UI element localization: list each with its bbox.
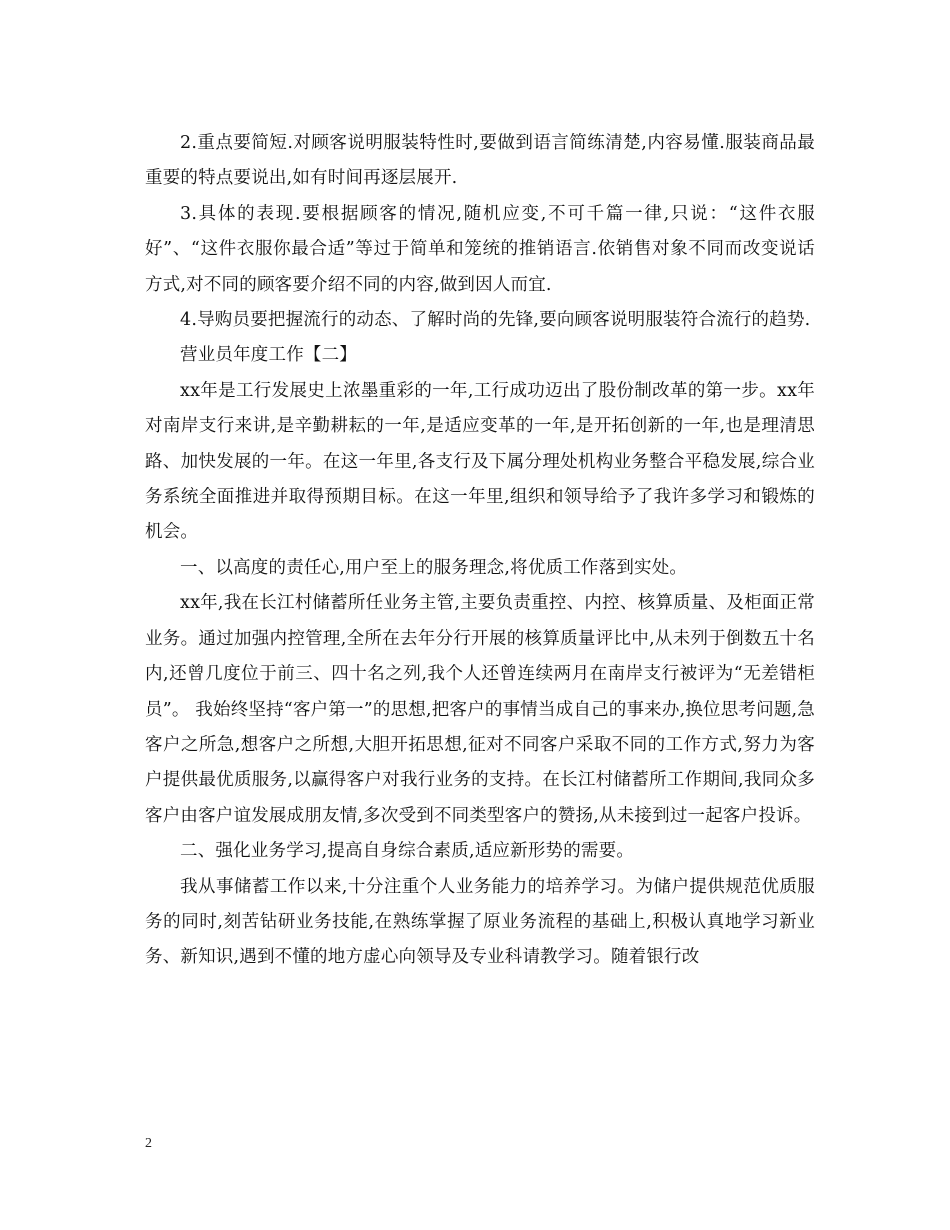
document-body xyxy=(145,126,815,976)
paragraph-3: 4.导购员要把握流行的动态、了解时尚的先锋,要向顾客说明服装符合流行的趋势. xyxy=(180,310,811,331)
subheading-2: 二、强化业务学习,提高自身综合素质,适应新形势的需要。 xyxy=(180,841,635,862)
paragraph-2: 3.具体的表现.要根据顾客的情况,随机应变,不可千篇一律,只说：“这件衣服好”、“这件衣服你最合适”等过于简单和笼统的推销语言.依销售对象不同而改变说话方式,对不同的顾客要介绍不同的内容,做到因人而宜. xyxy=(145,203,815,295)
paragraph-5: xx年,我在长江村储蓄所任业务主管,主要负责重控、内控、核算质量、及柜面正常业务。通过加强内控管理,全所在去年分行开展的核算质量评比中,从未列于倒数五十名内,还曾几度位于前三、四十名之列,我个人还曾连续两月在南岸支行被评为“无差错柜员”。 我始终坚持“客户第一”的思想,把客户的事情当成自己的事来办,换位思考问题,急客户之所急,想客户之所想,大胆开拓思想,征对不同客户采取不同的工作方式,努力为客户提供最优质服务,以赢得客户对我行业务的支持。在长江村储蓄所工作期间,我同众多客户由客户谊发展成朋友情,多次受到不同类型客户的赞扬,从未接到过一起客户投诉。 xyxy=(145,593,815,826)
paragraph-6: 我从事储蓄工作以来,十分注重个人业务能力的培养学习。为储户提供规范优质服务的同时,刻苦钻研业务技能,在熟练掌握了原业务流程的基础上,积极认真地学习新业务、新知识,遇到不懂的地方虚心向领导及专业科请教学习。随着银行改 xyxy=(145,876,815,968)
paragraph-4: xx年是工行发展史上浓墨重彩的一年,工行成功迈出了股份制改革的第一步。xx年对南岸支行来讲,是辛勤耕耘的一年,是适应变革的一年,是开拓创新的一年,也是理清思路、加快发展的一年。在这一年里,各支行及下属分理处机构业务整合平稳发展,综合业务系统全面推进并取得预期目标。在这一年里,组织和领导给予了我许多学习和锻炼的机会。 xyxy=(145,380,815,543)
section-heading: 营业员年度工作【二】 xyxy=(180,345,357,366)
paragraph-1: 2.重点要简短.对顾客说明服装特性时,要做到语言简练清楚,内容易懂.服装商品最重要的特点要说出,如有时间再逐层展开. xyxy=(145,133,815,189)
page-number: 2 xyxy=(145,1136,152,1151)
subheading-1: 一、以高度的责任心,用户至上的服务理念,将优质工作落到实处。 xyxy=(180,557,688,578)
